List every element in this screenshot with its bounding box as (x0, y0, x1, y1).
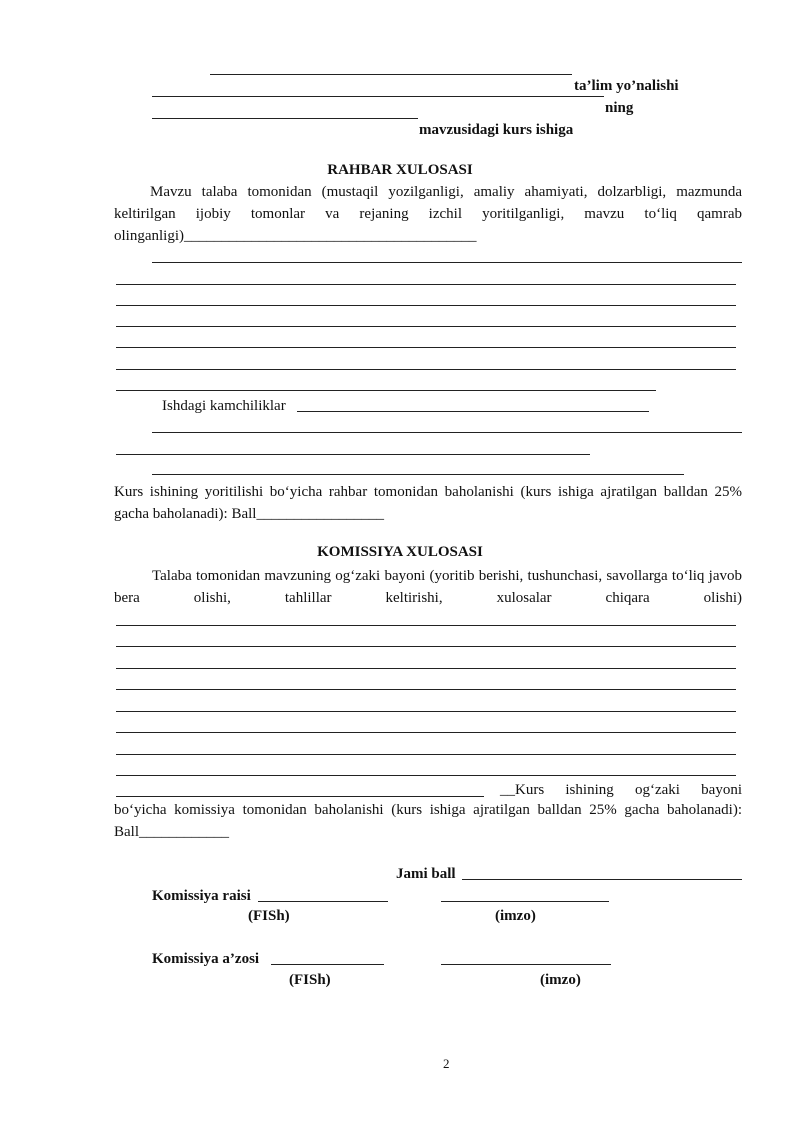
ning-label: ning (605, 100, 634, 116)
supervisor-paragraph: Mavzu talaba tomonidan (mustaqil yozilganligi, amaliy ahamiyati, dolzarbligi, mazmunda keltirilgan ijobiy tomonlar va rejaning izchil yoritilganligi, mavzu to‘liq qamrab olinganligi)_______________________________________ (114, 184, 742, 244)
commission-line[interactable] (116, 646, 736, 647)
commission-paragraph: Talaba tomonidan mavzuning og‘zaki bayoni (yoritib berishi, tushunchasi, savollarga to‘liq javob bera olishi, tahlillar keltirishi, xulosalar chiqara olishi) (114, 568, 742, 606)
direction-label: ta’lim yo’nalishi (574, 78, 679, 94)
commission-line[interactable] (116, 775, 736, 776)
commission-line[interactable] (116, 711, 736, 712)
page-number: 2 (443, 1056, 450, 1071)
shortcomings-blank[interactable] (297, 411, 649, 412)
supervisor-line[interactable] (116, 326, 736, 327)
supervisor-line[interactable] (116, 305, 736, 306)
commission-title: KOMISSIYA XULOSASI (317, 544, 483, 560)
shortcomings-line[interactable] (152, 432, 742, 433)
topic-label: mavzusidagi kurs ishiga (419, 122, 574, 138)
supervisor-title: RAHBAR XULOSASI (327, 162, 473, 178)
commission-line[interactable] (116, 625, 736, 626)
commission-line[interactable] (116, 668, 736, 669)
supervisor-line[interactable] (116, 369, 736, 370)
commission-line[interactable] (116, 754, 736, 755)
member-label: Komissiya a’zosi (152, 951, 260, 967)
total-score-label: Jami ball (396, 866, 456, 882)
commission-grade-text: bo‘yicha komissiya tomonidan baholanishi (kurs ishiga ajratilgan balldan 25% gacha baholanadi): Ball____________ (114, 802, 742, 840)
chair-label: Komissiya raisi (152, 888, 251, 904)
direction-blank[interactable] (210, 74, 572, 75)
shortcomings-line[interactable] (152, 474, 684, 475)
supervisor-line[interactable] (116, 284, 736, 285)
supervisor-line[interactable] (116, 390, 656, 391)
commission-line[interactable] (116, 796, 484, 797)
chair-name-blank[interactable] (258, 901, 388, 902)
topic-blank[interactable] (152, 118, 418, 119)
supervisor-line[interactable] (116, 347, 736, 348)
member-name-blank[interactable] (271, 964, 384, 965)
commission-grade-line1: __Kurs ishining og‘zaki bayoni (500, 782, 742, 798)
commission-line[interactable] (116, 689, 736, 690)
member-fish-caption: (FISh) (289, 972, 331, 988)
member-imzo-caption: (imzo) (540, 972, 581, 988)
chair-signature-blank[interactable] (441, 901, 609, 902)
shortcomings-label: Ishdagi kamchiliklar (162, 398, 286, 414)
student-name-blank[interactable] (152, 96, 604, 97)
member-signature-blank[interactable] (441, 964, 611, 965)
commission-line[interactable] (116, 732, 736, 733)
shortcomings-line[interactable] (116, 454, 590, 455)
total-score-blank[interactable] (462, 879, 742, 880)
supervisor-grade-text: Kurs ishining yoritilishi bo‘yicha rahbar tomonidan baholanishi (kurs ishiga ajratilgan balldan 25% gacha baholanadi): Ball_________________ (114, 484, 742, 522)
chair-fish-caption: (FISh) (248, 908, 290, 924)
chair-imzo-caption: (imzo) (495, 908, 536, 924)
supervisor-line[interactable] (152, 262, 742, 263)
